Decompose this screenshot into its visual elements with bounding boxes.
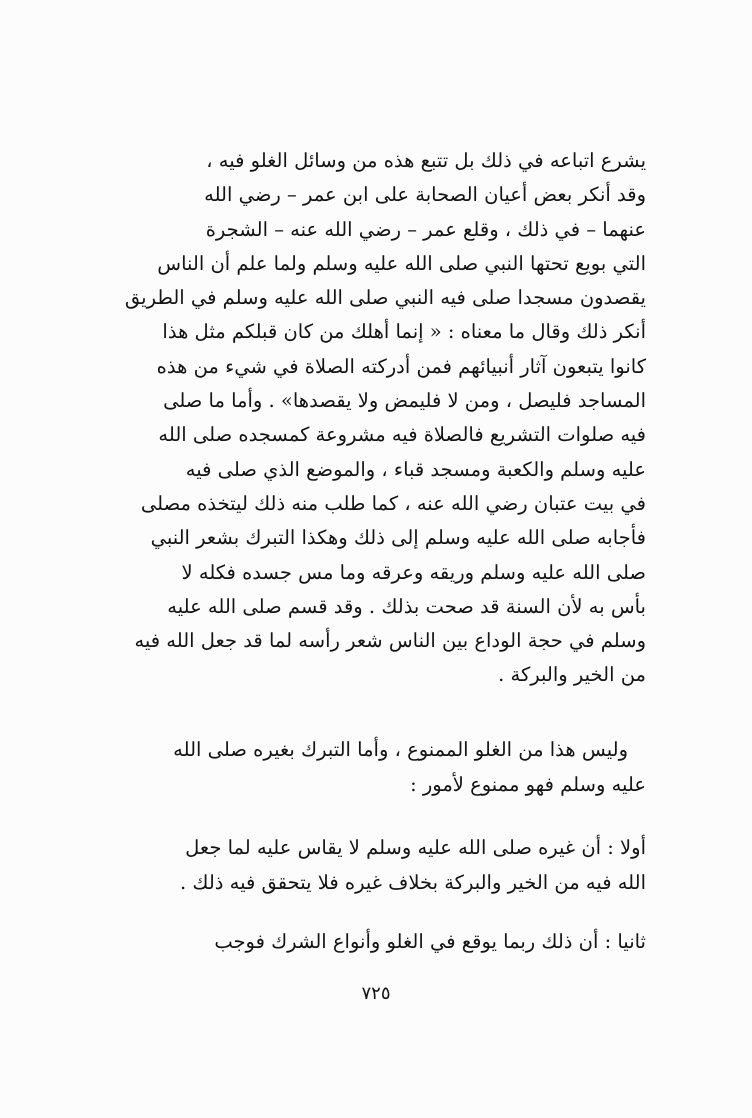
text-line: التي بويع تحتها النبي صلى الله عليه وسلم ولما علم أن الناس — [157, 251, 646, 275]
text-line: وقد أنكر بعض أعيان الصحابة على ابن عمر – رضي الله — [204, 183, 646, 207]
paragraph-3 — [124, 830, 646, 900]
text-line: يقصدون مسجدا صلى فيه النبي صلى الله عليه وسلم في الطريق — [124, 286, 646, 310]
text-line: عنهما – في ذلك ، وقلع عمر – رضي الله عنه – الشجرة — [205, 217, 646, 241]
paragraph-1 — [124, 144, 646, 693]
text-line: يشرع اتباعه في ذلك بل تتبع هذه من وسائل الغلو فيه ، — [206, 149, 646, 172]
text-line: صلى الله عليه وسلم وريقه وعرقه وما مس جسده فكله لا — [181, 560, 646, 584]
text-line: أولا : أن غيره صلى الله عليه وسلم لا يقاس عليه لما جعل — [185, 836, 646, 859]
text-line: في بيت عتبان رضي الله عنه ، كما طلب منه ذلك ليتخذه مصلى — [140, 491, 646, 515]
text-line: بأس به لأن السنة قد صحت بذلك . وقد قسم صلى الله عليه — [167, 594, 646, 618]
paragraph-4 — [124, 925, 646, 959]
text-line: الله فيه من الخير والبركة بخلاف غيره فلا يتحقق فيه ذلك . — [180, 871, 646, 894]
text-line: عليه وسلم والكعبة ومسجد قباء ، والموضع الذي صلى فيه — [185, 457, 646, 481]
paragraph-2 — [124, 733, 646, 802]
text-line: أنكر ذلك وقال ما معناه : « إنما أهلك من كان قبلكم مثل هذا — [162, 320, 646, 344]
page-number: ٧٢٥ — [361, 983, 391, 1004]
text-line: وليس هذا من الغلو الممنوع ، وأما التبرك بغيره صلى الله — [173, 738, 628, 761]
text-line: وسلم في حجة الوداع بين الناس شعر رأسه لما قد جعل الله فيه — [134, 629, 646, 653]
text-line: كانوا يتبعون آثار أنبيائهم فمن أدركته الصلاة في شيء من هذه — [156, 354, 646, 378]
text-line: المساجد فليصل ، ومن لا فليمض ولا يقصدها» . وأما ما صلى — [163, 389, 646, 413]
text-line: فيه صلوات التشريع فالصلاة فيه مشروعة كمسجده صلى الله — [158, 423, 646, 447]
text-line: ثانيا : أن ذلك ربما يوقع في الغلو وأنواع الشرك فوجب — [214, 930, 646, 953]
text-line: من الخير والبركة . — [498, 663, 646, 687]
text-line: عليه وسلم فهو ممنوع لأمور : — [410, 772, 646, 796]
text-line: فأجابه صلى الله عليه وسلم إلى ذلك وهكذا التبرك بشعر النبي — [150, 526, 646, 550]
